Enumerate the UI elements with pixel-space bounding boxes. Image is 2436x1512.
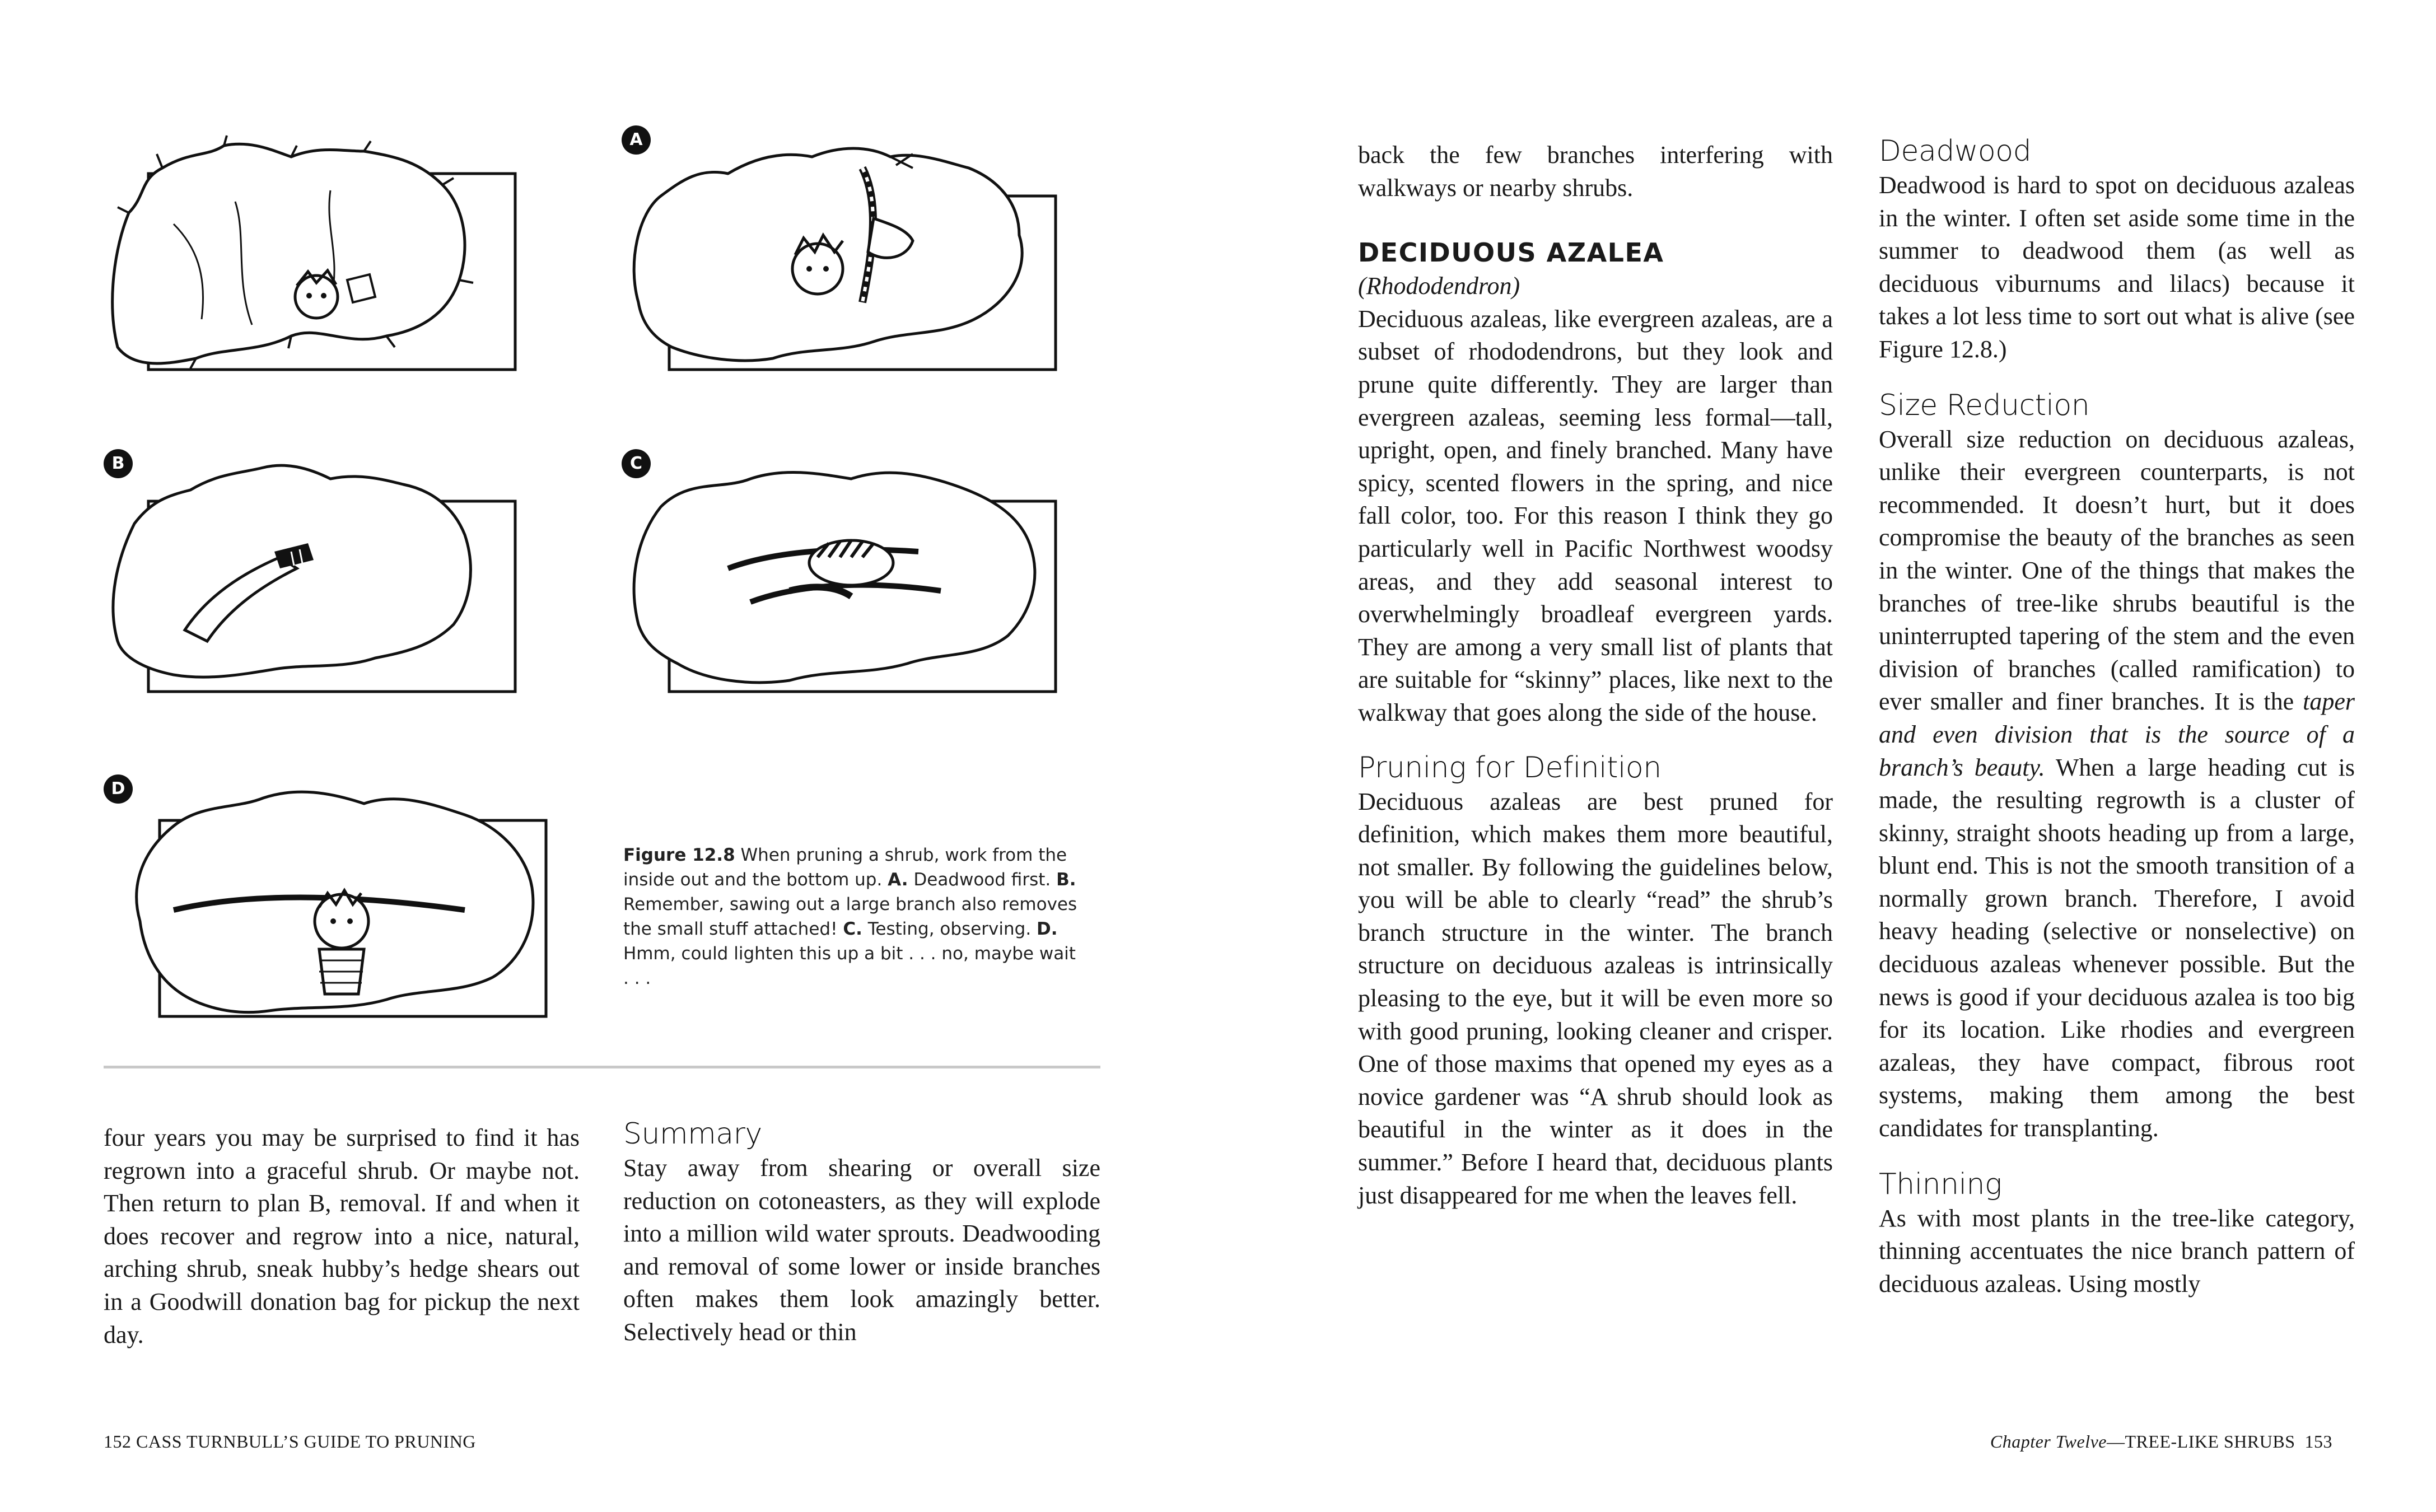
left-col1-paragraph: four years you may be surprised to find it has regrown into a graceful shrub. Or maybe not. Then return to plan B, removal. If and when it does recover and regrow into a nice, natural, arching shrub, sneak hubby’s hedge shears out in a Goodwill donation bag for pickup the next day.	[104, 1124, 580, 1348]
caption-label-b: B.	[1056, 870, 1076, 890]
pruning-definition-paragraph: Deciduous azaleas are best pruned for definition, which makes them more beautiful, not smaller. By following the guidelines below, you will be able to clearly “read” the shrub’s branch structure in the winter. The branch structure on deciduous azaleas is intrinsically pleasing to the eye, but it will be even more so with good pruning, looking cleaner and crisper. One of those maxims that opened my eyes as a novice gardener was “A shrub should look as beautiful in the winter as it does in the summer.” Before I heard that, deciduous plants just disappeared for me when the leaves fell.	[1358, 787, 1833, 1209]
continued-paragraph: back the few branches interfering with walkways or nearby shrubs.	[1358, 141, 1833, 202]
panel-a-badge: A	[622, 125, 651, 155]
size-reduction-heading: Size Reduction	[1879, 388, 2090, 422]
left-column-1	[104, 1122, 580, 1351]
summary-heading: Summary	[623, 1117, 762, 1151]
right-column-1	[1358, 139, 1833, 1212]
left-column-2	[623, 1116, 1100, 1349]
folio-page-number: 153	[2304, 1431, 2332, 1452]
thinning-heading: Thinning	[1879, 1167, 2002, 1201]
deciduous-azalea-heading: DECIDUOUS AZALEA	[1358, 237, 1664, 268]
thinning-paragraph: As with most plants in the tree-like category, thinning accentuates the nice branch pattern of deciduous azaleas. Using mostly	[1879, 1204, 2355, 1298]
deadwood-heading: Deadwood	[1879, 134, 2032, 168]
caption-text-1: When pruning a shrub, work from the inside out and the bottom up.	[623, 845, 1067, 890]
caption-text-a: Deadwood first.	[908, 870, 1057, 890]
caption-text-b: Remember, sawing out a large branch also removes the small stuff attached!	[623, 894, 1077, 939]
caption-text-c: Testing, observing.	[862, 919, 1037, 939]
left-folio: 152 CASS TURNBULL’S GUIDE TO PRUNING	[104, 1431, 476, 1452]
caption-text-d: Hmm, could lighten this up a bit . . . no, maybe wait . . .	[623, 944, 1076, 988]
caption-label-a: A.	[888, 870, 908, 890]
figure-panel-b	[106, 456, 543, 703]
figure-panel-d	[106, 781, 566, 1028]
size-reduction-paragraph	[1879, 423, 2355, 1145]
size-reduction-text-1: Overall size reduction on deciduous azaleas, unlike their evergreen counterparts, is not recommended. It doesn’t hurt, but it does compromise the beauty of the branches as seen in the winter. One of the things that makes the branches of tree-like shrubs beautiful is the uninterrupted tapering of the stem and the even division of branches (called ramification) to ever smaller and finer branches. It is the	[1879, 425, 2355, 716]
folio-chapter: Chapter Twelve	[1990, 1431, 2107, 1452]
figure-panel-c	[627, 456, 1086, 703]
pruning-for-definition-heading: Pruning for Definition	[1358, 750, 1662, 785]
caption-label-d: D.	[1037, 919, 1058, 939]
panel-d-badge: D	[104, 774, 133, 804]
size-reduction-italic: taper and even division that is the source of a branch’s beauty.	[1879, 688, 2355, 781]
figure-caption	[623, 843, 1082, 991]
botanical-name: (Rhododendron)	[1358, 272, 1520, 300]
panel-b-badge: B	[104, 449, 133, 478]
azalea-intro-paragraph: Deciduous azaleas, like evergreen azaleas, are a subset of rhododendrons, but they look and prune quite differently. They are larger than evergreen azaleas, seeming less formal—tall, upright, open, and finely branched. Many have spicy, scented flowers in the spring, and nice fall color, too. For this reason I think they go particularly well in Pacific Northwest woodsy areas, and they add seasonal interest to overwhelmingly broadleaf evergreen yards. They are among a very small list of plants that are suitable for “skinny” places, like next to the walkway that goes along the side of the house.	[1358, 305, 1833, 726]
figure-panel-1	[106, 134, 543, 381]
figure-label: Figure 12.8	[623, 845, 735, 865]
panel-c-badge: C	[622, 449, 651, 478]
right-page	[1218, 0, 2436, 1512]
section-divider	[104, 1066, 1100, 1068]
folio-title: —TREE-LIKE SHRUBS	[2107, 1431, 2295, 1452]
size-reduction-text-2: When a large heading cut is made, the resulting regrowth is a cluster of skinny, straight shoots heading up from a large, blunt end. This is not the smooth transition of a normally grown branch. Therefore, I avoid heavy heading (selective or nonselective) on deciduous azaleas whenever possible. But the news is good if your deciduous azalea is too big for its location. Like rhodies and evergreen azaleas, they have compact, fibrous root systems, making them among the best candidates for transplanting.	[1879, 753, 2355, 1142]
right-folio	[1990, 1431, 2332, 1452]
caption-label-c: C.	[843, 919, 862, 939]
figure-panel-a	[627, 134, 1086, 381]
summary-paragraph: Stay away from shearing or overall size reduction on cotoneasters, as they will explode into a million wild water sprouts. Deadwooding and removal of some lower or inside branches often makes them look amazingly better. Selectively head or thin	[623, 1154, 1100, 1346]
right-column-2	[1879, 133, 2355, 1300]
deadwood-paragraph: Deadwood is hard to spot on deciduous azaleas in the winter. I often set aside some time in the summer to deadwood them (as well as deciduous viburnums and lilacs) because it takes a lot less time to sort out what is alive (see Figure 12.8.)	[1879, 171, 2355, 363]
